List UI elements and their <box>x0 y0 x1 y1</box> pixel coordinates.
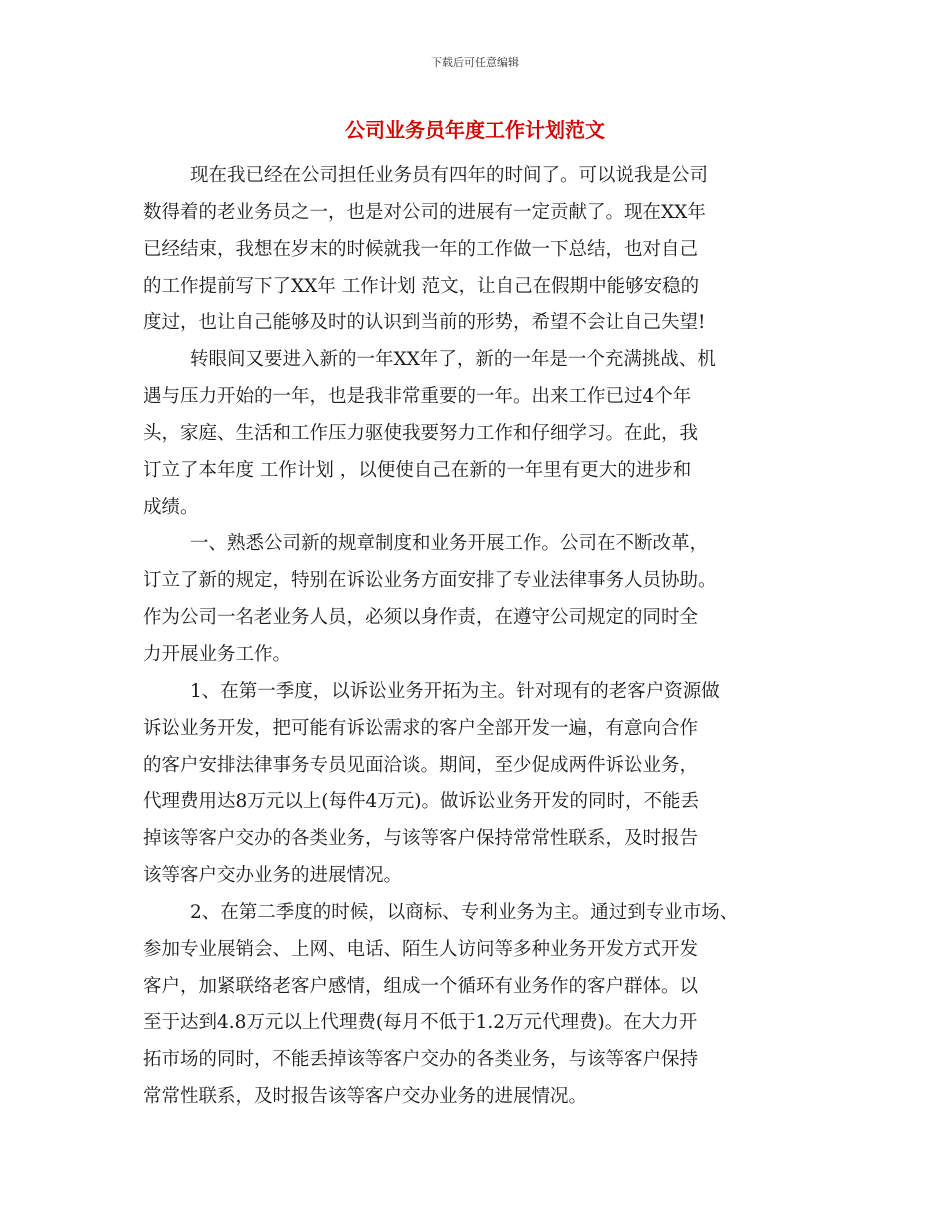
text-line: 数得着的老业务员之一，也是对公司的进展有一定贡献了。现在XX年 <box>143 201 706 223</box>
text-line: 诉讼业务开发，把可能有诉讼需求的客户全部开发一遍，有意向合作 <box>143 717 699 739</box>
text-line: 力开展业务工作。 <box>143 643 292 665</box>
text-line: 的客户安排法律事务专员见面洽谈。期间，至少促成两件诉讼业务， <box>143 754 699 776</box>
text-line: 头，家庭、生活和工作压力驱使我要努力工作和仔细学习。在此，我 <box>143 422 699 444</box>
text-line: 度过，也让自己能够及时的认识到当前的形势，希望不会让自己失望! <box>143 312 706 334</box>
text-line: 的工作提前写下了XX年 工作计划 范文，让自己在假期中能够安稳的 <box>143 275 700 297</box>
text-line: 常常性联系，及时报告该等客户交办业务的进展情况。 <box>143 1086 588 1108</box>
text-line: 参加专业展销会、上网、电话、陌生人访问等多种业务开发方式开发 <box>143 938 699 960</box>
header-note: 下载后可任意编辑 <box>431 56 519 69</box>
text-line: 成绩。 <box>143 496 199 518</box>
text-line: 作为公司一名老业务人员，必须以身作责，在遵守公司规定的同时全 <box>143 607 699 629</box>
text-line: 至于达到4.8万元以上代理费(每月不低于1.2万元代理费)。在大力开 <box>143 1012 698 1034</box>
text-line: 订立了新的规定，特别在诉讼业务方面安排了专业法律事务人员协助。 <box>143 570 717 592</box>
text-line: 遇与压力开始的一年，也是我非常重要的一年。出来工作已过4个年 <box>143 386 692 408</box>
text-line: 已经结束，我想在岁末的时候就我一年的工作做一下总结，也对自己 <box>143 238 699 260</box>
text-line: 订立了本年度 工作计划 ，以便使自己在新的一年里有更大的进步和 <box>143 459 692 481</box>
text-line: 客户，加紧联络老客户感情，组成一个循环有业务作的客户群体。以 <box>143 975 699 997</box>
document-title: 公司业务员年度工作计划范文 <box>345 118 605 142</box>
text-line: 一、熟悉公司新的规章制度和业务开展工作。公司在不断改革， <box>190 533 709 555</box>
text-line: 1、在第一季度，以诉讼业务开拓为主。针对现有的老客户资源做 <box>190 680 720 702</box>
text-line: 该等客户交办业务的进展情况。 <box>143 865 403 887</box>
document-body <box>143 158 815 1116</box>
text-line: 拓市场的同时，不能丢掉该等客户交办的各类业务，与该等客户保持 <box>143 1049 699 1071</box>
text-line: 掉该等客户交办的各类业务，与该等客户保持常常性联系，及时报告 <box>143 828 699 850</box>
text-line: 转眼间又要进入新的一年XX年了，新的一年是一个充满挑战、机 <box>190 349 716 371</box>
text-line: 现在我已经在公司担任业务员有四年的时间了。可以说我是公司 <box>190 165 709 186</box>
text-line: 代理费用达8万元以上(每件4万元)。做诉讼业务开发的同时，不能丢 <box>143 791 699 813</box>
text-line: 2、在第二季度的时候，以商标、专利业务为主。通过到专业市场、 <box>190 901 739 923</box>
